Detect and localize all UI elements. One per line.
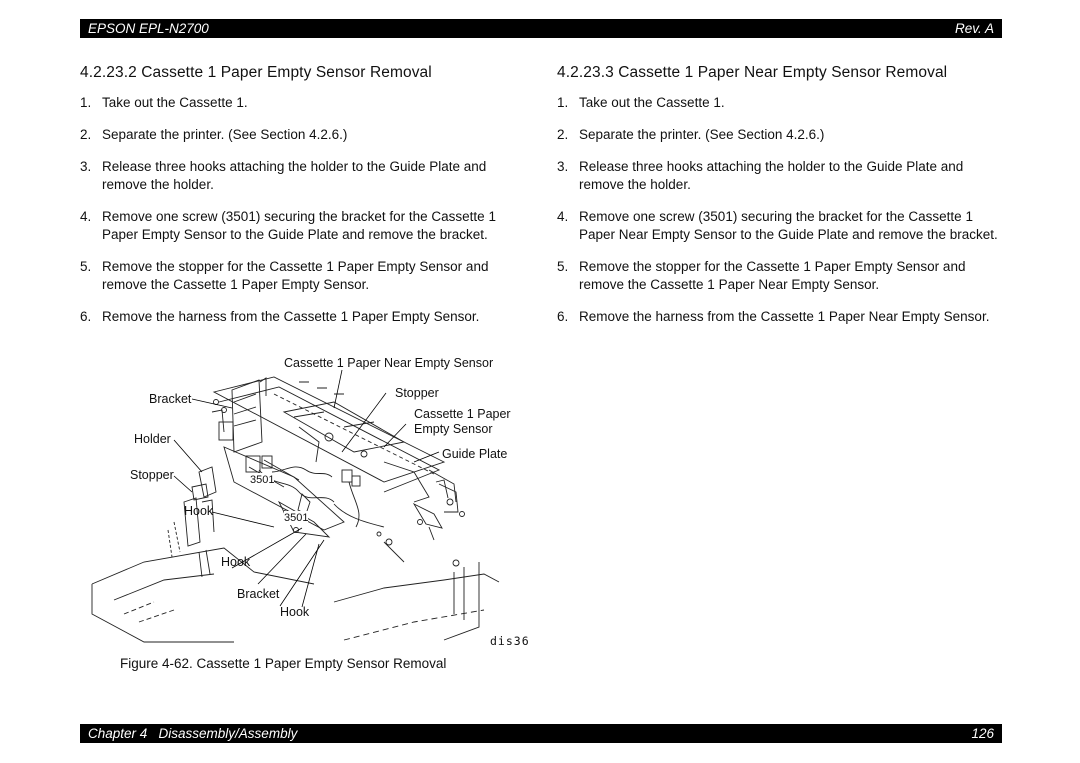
figure-caption: Figure 4-62. Cassette 1 Paper Empty Sensor Removal: [120, 656, 447, 671]
label-hook-1: Hook: [184, 504, 214, 518]
section-title-empty-sensor: 4.2.23.2 Cassette 1 Paper Empty Sensor Removal: [80, 64, 432, 81]
step-text: Take out the Cassette 1.: [579, 95, 725, 110]
step-item: [80, 258, 525, 294]
label-hook-3: Hook: [280, 605, 310, 619]
step-item: [557, 126, 1002, 144]
step-text: Remove the harness from the Cassette 1 Paper Empty Sensor.: [102, 309, 480, 324]
step-item: [557, 208, 1002, 244]
step-number: 6.: [557, 309, 569, 324]
step-number: 1.: [80, 95, 92, 110]
steps-near-empty-sensor: [557, 94, 1002, 326]
step-text: Remove one screw (3501) securing the bracket for the Cassette 1 Paper Empty Sensor to the Guide Plate and remove the bracket.: [102, 209, 496, 242]
step-text: Take out the Cassette 1.: [102, 95, 248, 110]
step-item: [80, 208, 525, 244]
step-number: 5.: [557, 259, 569, 274]
drawing-code: dis36: [490, 634, 530, 648]
step-text: Release three hooks attaching the holder to the Guide Plate and remove the holder.: [579, 159, 964, 192]
step-text: Separate the printer. (See Section 4.2.6.): [102, 127, 348, 142]
step-item: [557, 258, 1002, 294]
step-number: 3.: [557, 159, 569, 174]
step-text: Remove the stopper for the Cassette 1 Paper Empty Sensor and remove the Cassette 1 Paper Near Empty Sensor.: [579, 259, 966, 292]
step-number: 1.: [557, 95, 569, 110]
step-text: Remove one screw (3501) securing the bracket for the Cassette 1 Paper Near Empty Sensor to the Guide Plate and remove the bracket.: [579, 209, 998, 242]
step-text: Separate the printer. (See Section 4.2.6.): [579, 127, 825, 142]
right-column: [557, 64, 1002, 340]
exploded-view-figure: [84, 352, 530, 650]
step-text: Release three hooks attaching the holder to the Guide Plate and remove the holder.: [102, 159, 487, 192]
step-item: [557, 308, 1002, 326]
step-number: 4.: [557, 209, 569, 224]
section-title-near-empty-sensor: 4.2.23.3 Cassette 1 Paper Near Empty Sensor Removal: [557, 64, 948, 81]
label-hook-2: Hook: [221, 555, 251, 569]
step-number: 6.: [80, 309, 92, 324]
steps-empty-sensor: [80, 94, 525, 326]
label-screw-1: 3501: [250, 474, 275, 486]
label-guide-plate: Guide Plate: [442, 447, 508, 461]
label-empty-sensor-line1: Cassette 1 Paper: [414, 407, 511, 421]
step-number: 2.: [557, 127, 569, 142]
step-item: [80, 126, 525, 144]
step-item: [557, 158, 1002, 194]
header-revision: Rev. A: [954, 21, 994, 36]
label-stopper-right: Stopper: [395, 386, 439, 400]
step-number: 3.: [80, 159, 92, 174]
step-item: [80, 94, 525, 112]
step-text: Remove the stopper for the Cassette 1 Paper Empty Sensor and remove the Cassette 1 Paper Empty Sensor.: [102, 259, 489, 292]
label-bracket-top: Bracket: [149, 392, 192, 406]
label-stopper-left: Stopper: [130, 468, 174, 482]
step-item: [80, 308, 525, 326]
label-empty-sensor-line2: Empty Sensor: [414, 422, 493, 436]
page-header: [80, 19, 1002, 38]
step-number: 4.: [80, 209, 92, 224]
header-product: EPSON EPL-N2700: [88, 21, 209, 36]
step-number: 5.: [80, 259, 92, 274]
step-item: [80, 158, 525, 194]
label-screw-2: 3501: [284, 512, 309, 524]
footer-chapter: Chapter 4 Disassembly/Assembly: [88, 726, 298, 741]
left-column: [80, 64, 525, 340]
label-holder: Holder: [134, 432, 171, 446]
step-text: Remove the harness from the Cassette 1 Paper Near Empty Sensor.: [579, 309, 990, 324]
step-number: 2.: [80, 127, 92, 142]
label-near-empty-sensor: Cassette 1 Paper Near Empty Sensor: [284, 356, 494, 370]
page-footer: [80, 724, 1002, 743]
step-item: [557, 94, 1002, 112]
label-bracket-bottom: Bracket: [237, 587, 280, 601]
footer-page-number: 126: [971, 726, 994, 741]
